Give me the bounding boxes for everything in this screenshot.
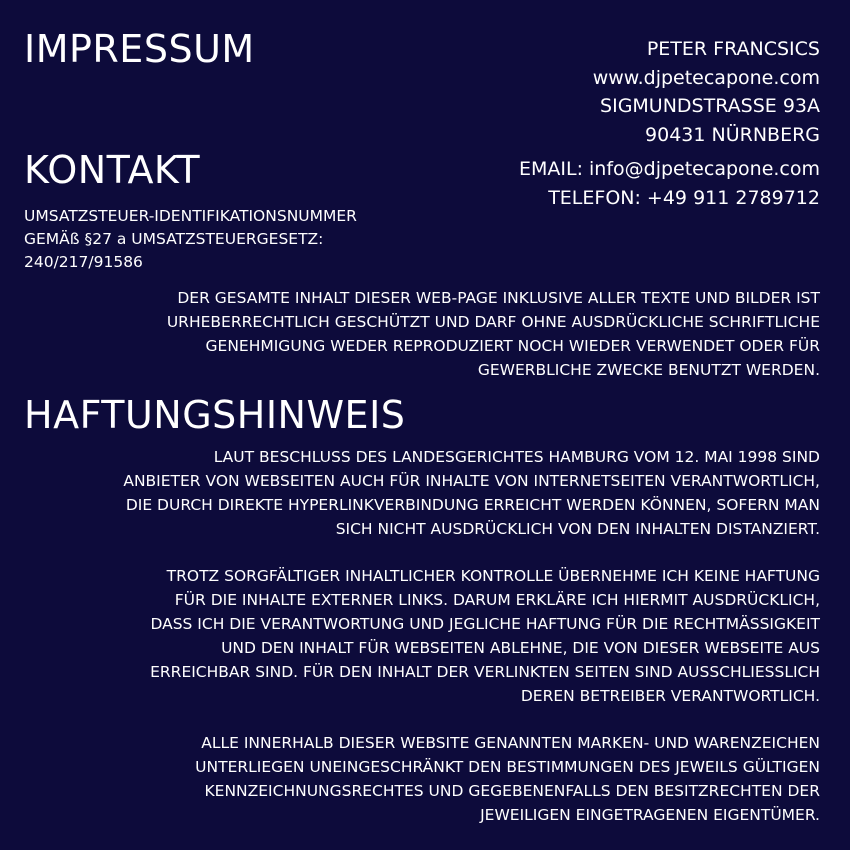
copyright-paragraph	[167, 286, 820, 382]
kontakt-heading: KONTAKT	[24, 148, 201, 192]
liability-line: UNTERLIEGEN UNEINGESCHRÄNKT DEN BESTIMMUNGEN DES JEWEILS GÜLTIGEN	[195, 758, 820, 776]
impressum-heading: IMPRESSUM	[24, 27, 255, 71]
address-block	[593, 35, 820, 149]
liability-line: ANBIETER VON WEBSEITEN AUCH FÜR INHALTE VON INTERNETSEITEN VERANTWORTLICH,	[123, 472, 820, 490]
liability-line: JEWEILIGEN EINGETRAGENEN EIGENTÜMER.	[480, 806, 820, 824]
copyright-line: GENEHMIGUNG WEDER REPRODUZIERT NOCH WIEDER VERWENDET ODER FÜR	[205, 337, 820, 355]
liability-line: SICH NICHT AUSDRÜCKLICH VON DEN INHALTEN DISTANZIERT.	[335, 520, 820, 538]
liability-line: ALLE INNERHALB DIESER WEBSITE GENANNTEN MARKEN- UND WARENZEICHEN	[201, 734, 820, 752]
liability-line: UND DEN INHALT FÜR WEBSEITEN ABLEHNE, DIE VON DIESER WEBSEITE AUS	[221, 639, 820, 657]
liability-paragraph-1	[123, 445, 820, 541]
liability-line: DEREN BETREIBER VERANTWORTLICH.	[520, 687, 820, 705]
address-name: PETER FRANCSICS	[646, 38, 820, 60]
liability-paragraph-3	[195, 731, 820, 827]
address-street: SIGMUNDSTRASSE 93A	[600, 95, 820, 117]
address-website-link[interactable]: www.djpetecapone.com	[592, 66, 820, 89]
liability-line: LAUT BESCHLUSS DES LANDESGERICHTES HAMBURG VOM 12. MAI 1998 SIND	[213, 448, 820, 466]
liability-line: DASS ICH DIE VERANTWORTUNG UND JEGLICHE HAFTUNG FÜR DIE RECHTMÄSSIGKEIT	[150, 615, 820, 633]
contact-email[interactable]: EMAIL: info@djpetecapone.com	[518, 158, 820, 180]
tax-id-law: GEMÄß §27 a UMSATZSTEUERGESETZ:	[24, 230, 324, 248]
liability-line: KENNZEICHNUNGSRECHTES UND GEGEBENENFALLS DEN BESITZRECHTEN DER	[204, 782, 820, 800]
liability-line: TROTZ SORGFÄLTIGER INHALTLICHER KONTROLLE ÜBERNEHME ICH KEINE HAFTUNG	[166, 567, 820, 585]
liability-line: DIE DURCH DIREKTE HYPERLINKVERBINDUNG ERREICHT WERDEN KÖNNEN, SOFERN MAN	[125, 496, 820, 514]
liability-line: ERREICHBAR SIND. FÜR DEN INHALT DER VERLINKTEN SEITEN SIND AUSSCHLIESSLICH	[150, 663, 820, 681]
address-city: 90431 NÜRNBERG	[645, 123, 820, 146]
tax-id-block	[24, 205, 357, 274]
liability-paragraph-2	[150, 564, 820, 708]
contact-block	[519, 155, 820, 212]
copyright-line: DER GESAMTE INHALT DIESER WEB-PAGE INKLUSIVE ALLER TEXTE UND BILDER IST	[177, 289, 820, 307]
liability-line: FÜR DIE INHALTE EXTERNER LINKS. DARUM ERKLÄRE ICH HIERMIT AUSDRÜCKLICH,	[174, 591, 820, 609]
tax-id-label: UMSATZSTEUER-IDENTIFIKATIONSNUMMER	[24, 207, 357, 225]
haftungshinweis-heading: HAFTUNGSHINWEIS	[24, 393, 406, 437]
copyright-line: GEWERBLICHE ZWECKE BENUTZT WERDEN.	[477, 361, 820, 379]
copyright-line: URHEBERRECHTLICH GESCHÜTZT UND DARF OHNE AUSDRÜCKLICHE SCHRIFTLICHE	[166, 313, 820, 331]
tax-id-number: 240/217/91586	[24, 253, 143, 271]
contact-phone[interactable]: TELEFON: +49 911 2789712	[548, 186, 820, 209]
